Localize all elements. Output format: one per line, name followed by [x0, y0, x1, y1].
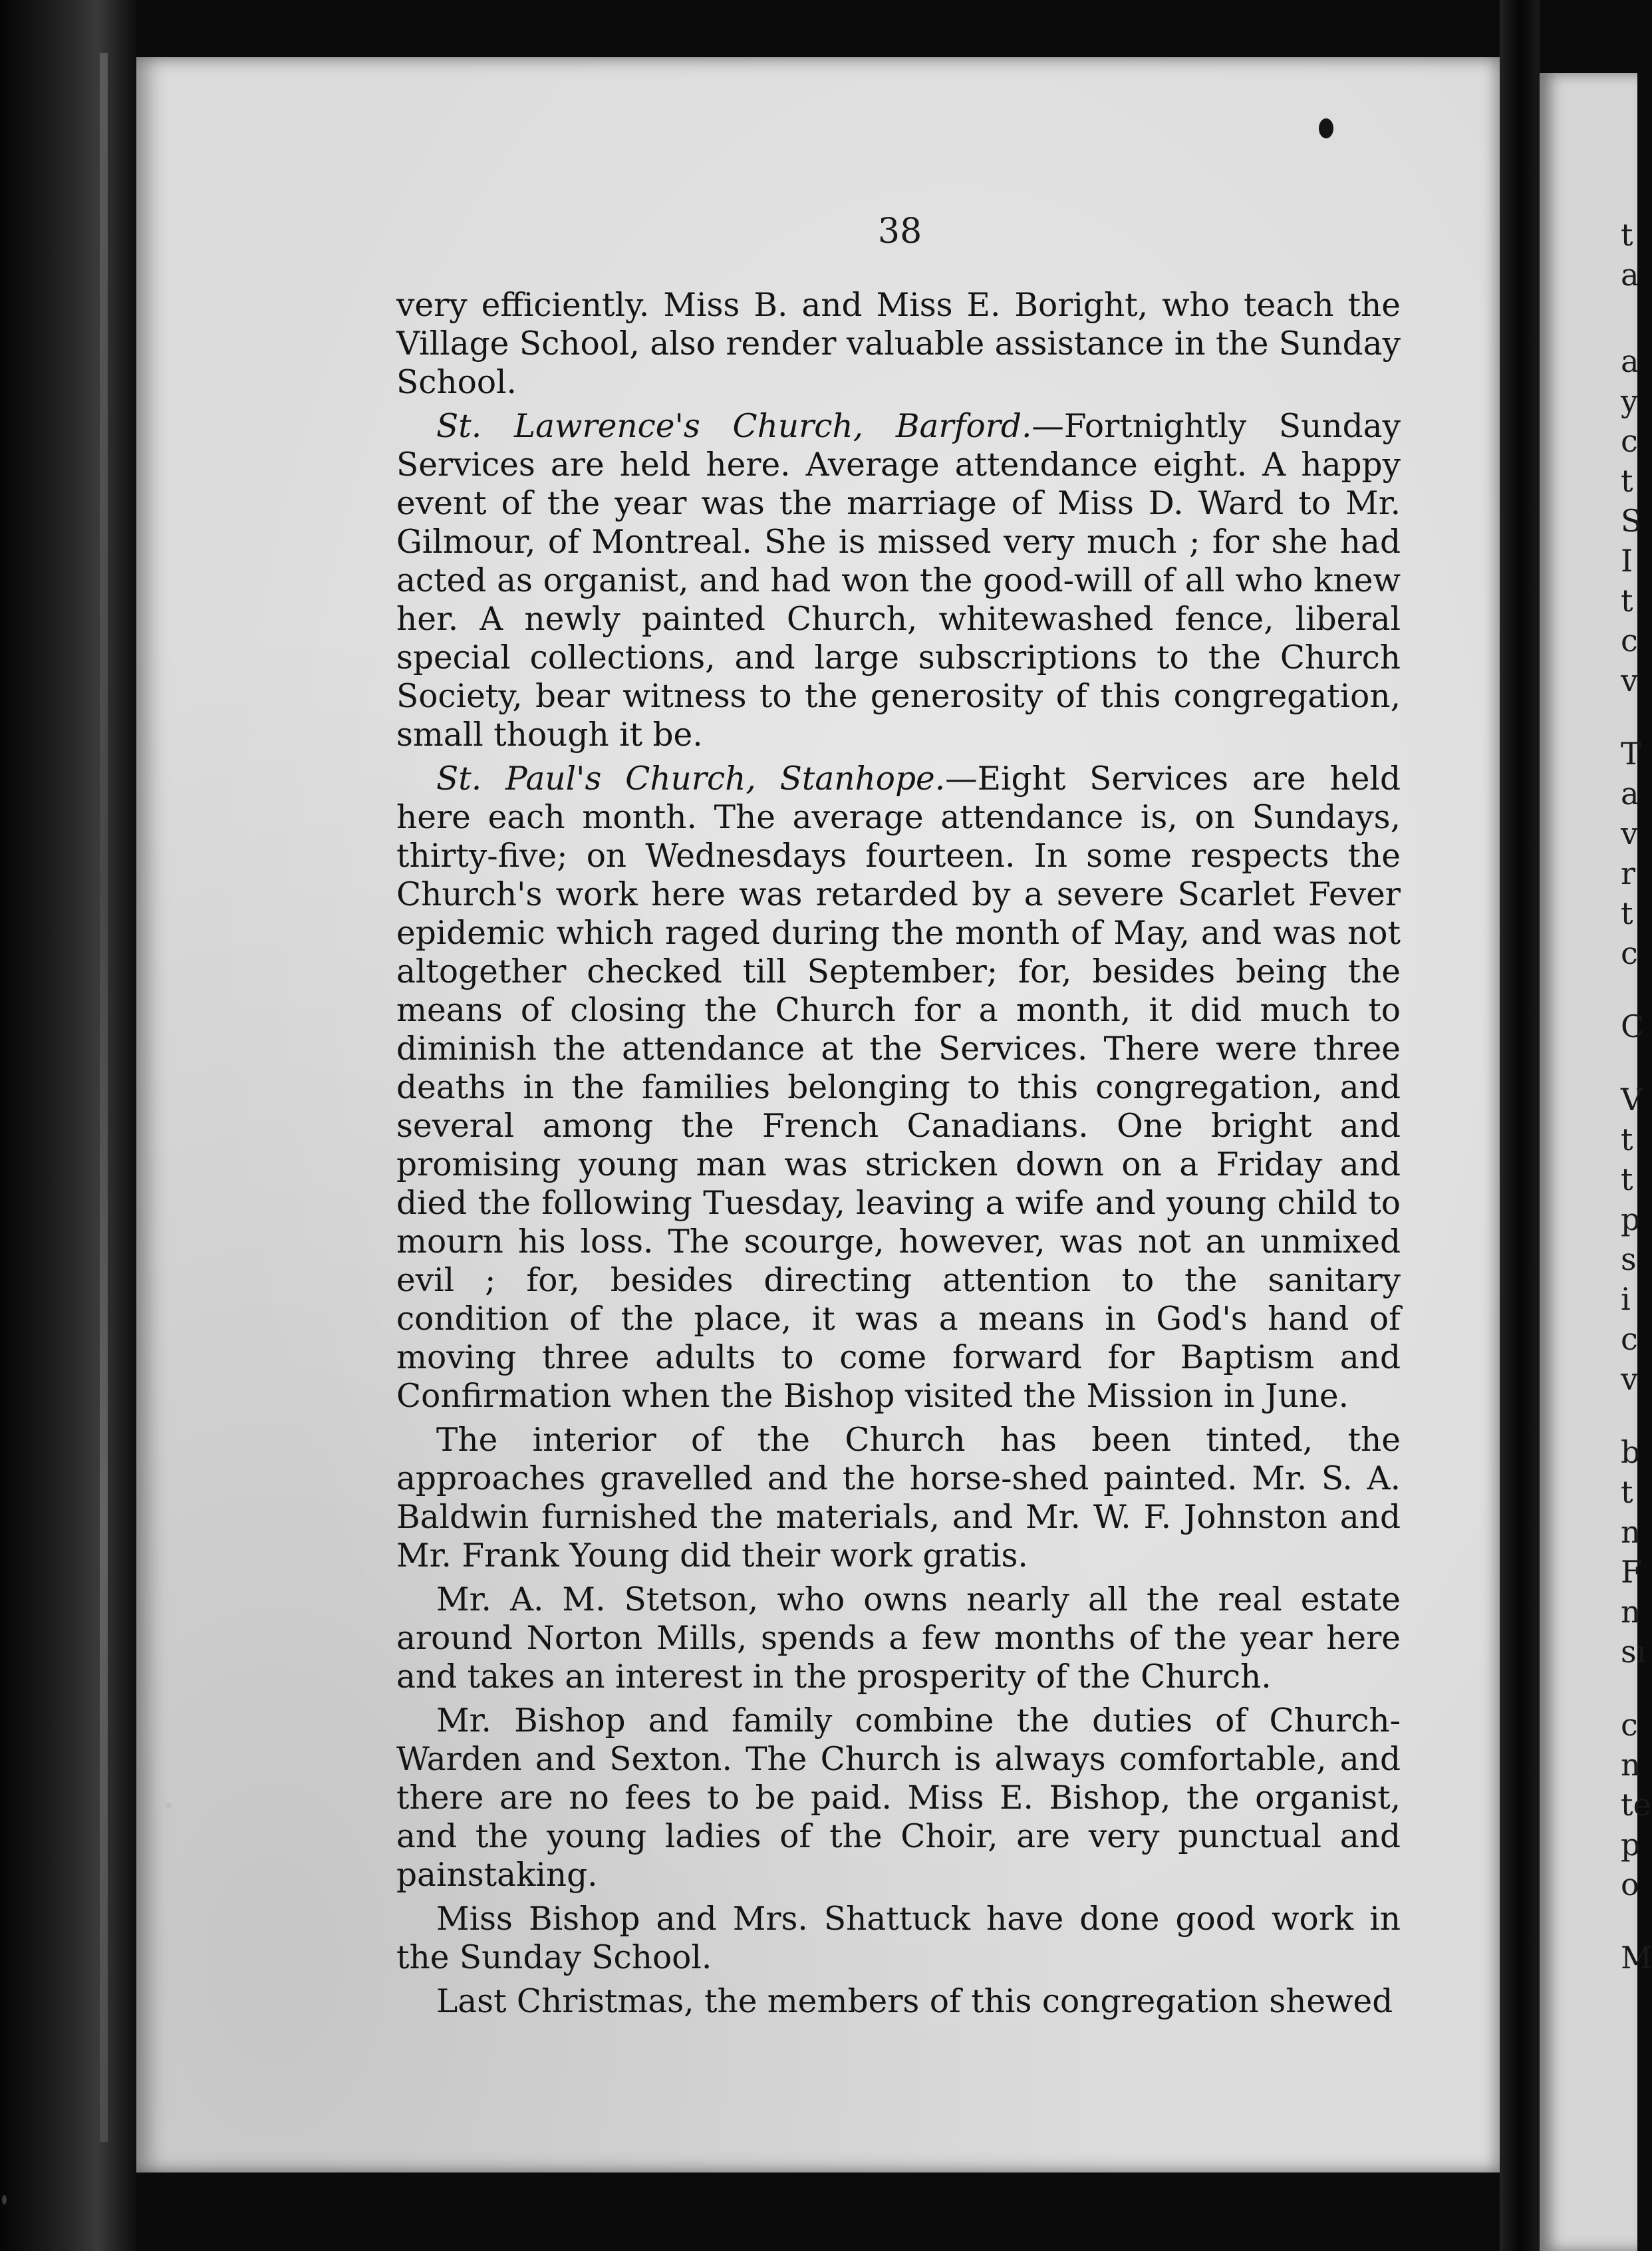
facing-page-letter: c: [1621, 1321, 1638, 1357]
paragraph-text: Last Christmas, the members of this congregation shewed: [436, 1983, 1393, 2020]
facing-page-letter: t: [1621, 583, 1633, 619]
facing-page-letter: T: [1621, 736, 1641, 772]
paragraph-text: —Fortnightly Sunday Services are held here. Average attendance eight. A happy event of the year was the marriage of Miss D. Ward to Mr. Gilmour, of Montreal. She is missed very much ; for she had acted as organist, and had won the good-will of all who knew her. A newly painted Church, whitewashed fence, liberal special collections, and large subscriptions to the Church Society, bear witness to the generosity of this congregation, small though it be.: [396, 408, 1401, 754]
facing-page-letter: v: [1621, 816, 1638, 851]
paper-speck: [2, 2195, 7, 2204]
facing-page-letter: b: [1621, 1434, 1641, 1470]
facing-page-letter: M: [1621, 1940, 1652, 1976]
book-gutter: [1500, 0, 1540, 2251]
paragraph: [396, 1702, 1401, 1894]
facing-page-letter: t: [1621, 1474, 1633, 1510]
paragraph: [396, 760, 1401, 1416]
paragraph: [396, 1421, 1401, 1575]
facing-page-letter: n: [1621, 1514, 1641, 1550]
facing-page-letter: v: [1621, 663, 1638, 698]
facing-page-fragment: [1540, 73, 1652, 2251]
facing-page-letter: v: [1621, 1361, 1638, 1397]
facing-page-letter: t: [1621, 895, 1633, 931]
facing-page-letter: i: [1621, 1281, 1631, 1317]
facing-page-letter: n: [1621, 1594, 1641, 1630]
facing-page-letter: S: [1621, 503, 1642, 539]
facing-page-letter: a: [1621, 776, 1639, 812]
facing-page-letter: t: [1621, 463, 1633, 499]
paragraph-text: The interior of the Church has been tinted, the approaches gravelled and the horse-shed painted. Mr. S. A. Baldwin furnished the materials, and Mr. W. F. Johnston and Mr. Frank Young did their work gratis.: [396, 1422, 1401, 1575]
paragraph: [396, 1580, 1401, 1696]
facing-page-letter: I: [1621, 543, 1633, 579]
ink-spot: [1319, 118, 1333, 138]
facing-page-letter: n: [1621, 1747, 1641, 1783]
facing-page-letter: t: [1621, 217, 1633, 253]
facing-page-letter: c: [1621, 1707, 1638, 1743]
facing-page-letter: p: [1621, 1827, 1641, 1863]
facing-page-letter: c: [1621, 423, 1638, 459]
page-stack-edge: [100, 53, 108, 2142]
facing-page-letter: t: [1621, 1122, 1633, 1157]
facing-page-letter: r: [1621, 855, 1635, 891]
facing-page-letter: te: [1621, 1787, 1651, 1823]
paragraph: [396, 407, 1401, 754]
paragraph-heading: St. Paul's Church, Stanhope.: [436, 760, 946, 798]
facing-page-letter: c: [1621, 623, 1638, 659]
facing-page-letter: C: [1621, 1008, 1645, 1044]
paragraph-text: very efficiently. Miss B. and Miss E. Boright, who teach the Village School, also render valuable assistance in the Sunday School.: [396, 287, 1401, 401]
facing-page-letter: a: [1621, 343, 1639, 379]
paragraph: [396, 1982, 1401, 2021]
facing-page-letter: t: [1621, 1161, 1633, 1197]
book-binding-edge: [0, 0, 136, 2251]
paragraph-text: Mr. A. M. Stetson, who owns nearly all the real estate around Norton Mills, spends a few months of the year here and takes an interest in the prosperity of the Church.: [396, 1581, 1401, 1696]
facing-page-letter: F: [1621, 1554, 1642, 1590]
facing-page-letter: c: [1621, 935, 1638, 971]
paragraph: [396, 286, 1401, 402]
paragraph-text: —Eight Services are held here each month. The average attendance is, on Sundays, thirty-five; on Wednesdays fourteen. In some respects the Church's work here was retarded by a severe Scarlet Fever epidemic which raged during the month of May, and was not altogether checked till September; for, besides being the means of closing the Church for a month, it did much to diminish the attendance at the Services. There were three deaths in the families belonging to this congregation, and several among the French Canadians. One bright and promising young man was stricken down on a Friday and died the following Tuesday, leaving a wife and young child to mourn his loss. The scourge, however, was not an unmixed evil ; for, besides directing attention to the sanitary condition of the place, it was a means in God's hand of moving three adults to come forward for Baptism and Confirmation when the Bishop visited the Mission in June.: [396, 760, 1401, 1415]
paragraph: [396, 1900, 1401, 1977]
page-number: 38: [878, 212, 922, 251]
paragraph-heading: St. Lawrence's Church, Barford.: [436, 408, 1032, 445]
facing-page-letter: a: [1621, 257, 1639, 293]
paper-speck: [166, 1803, 172, 1808]
paragraph-text: Miss Bishop and Mrs. Shattuck have done good work in the Sunday School.: [396, 1900, 1401, 1976]
facing-page-letter: y: [1621, 383, 1638, 419]
facing-page-letter: o: [1621, 1867, 1639, 1902]
facing-page-letter: s: [1621, 1241, 1637, 1277]
paragraph-text: Mr. Bishop and family combine the duties of Church-Warden and Sexton. The Church is always comfortable, and there are no fees to be paid. Miss E. Bishop, the organist, and the young ladies of the Choir, are very punctual and painstaking.: [396, 1702, 1401, 1894]
document-body: [396, 286, 1401, 2026]
facing-page-letter: p: [1621, 1201, 1641, 1237]
facing-page-letter: V: [1621, 1082, 1643, 1118]
facing-page-letter: sı: [1621, 1634, 1647, 1670]
